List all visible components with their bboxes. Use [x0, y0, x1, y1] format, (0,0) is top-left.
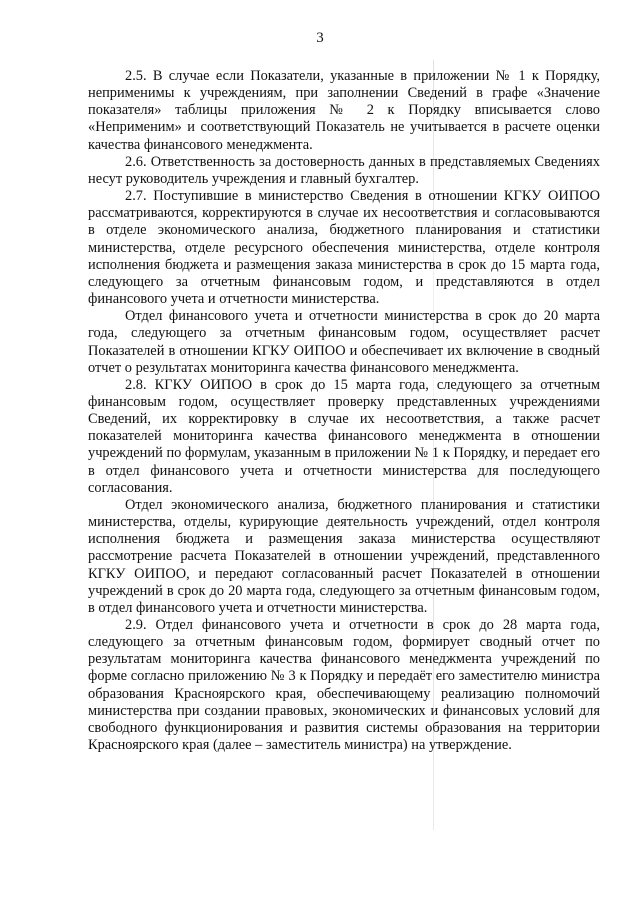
paragraph-2-5: 2.5. В случае если Показатели, указанные в приложении № 1 к Порядку, неприменимы к учреждениям, при заполнении Сведений в графе «Значение показателя» таблицы приложения № 2 к Порядку вписывается слово «Неприменим» и соответствующий Показатель не учитывается в расчете оценки качества финансового менеджмента.: [88, 68, 600, 153]
paragraph-2-7: 2.7. Поступившие в министерство Сведения в отношении КГКУ ОИПОО рассматриваются, корректируются в случае их несоответствия и согласовываются в отделе экономического анализа, бюджетного планирования и статистики министерства, отделе ресурсного обеспечения министерства, отделе контроля исполнения бюджета и размещения заказа министерства в срок до 15 марта года, следующего за отчетным финансовым годом, и представляются в отдел финансового учета и отчетности министерства.: [88, 188, 600, 308]
paragraph-2-9: 2.9. Отдел финансового учета и отчетности в срок до 28 марта года, следующего за отчетным финансовым годом, формирует сводный отчет по результатам мониторинга качества финансового менеджмента учреждений по форме согласно приложению № 3 к Порядку и передаёт его заместителю министра образования Красноярского края, обеспечивающему реализацию полномочий министерства при создании правовых, экономических и финансовых условий для свободного функционирования и развития системы образования на территории Красноярского края (далее – заместитель министра) на утверждение.: [88, 617, 600, 754]
paragraph-2-6: 2.6. Ответственность за достоверность данных в представляемых Сведениях несут руководитель учреждения и главный бухгалтер.: [88, 153, 600, 187]
page-number: 3: [316, 30, 324, 46]
paragraph-2-8-continued: Отдел экономического анализа, бюджетного планирования и статистики министерства, отделы, курирующие деятельность учреждений, отдел контроля исполнения бюджета и размещения заказа министерства осуществляют рассмотрение расчета Показателей в отношении учреждений, представленного КГКУ ОИПОО, и передают согласованный расчет Показателей в отношении учреждений в срок до 20 марта года, следующего за отчетным финансовым годом, в отдел финансового учета и отчетности министерства.: [88, 496, 600, 616]
paragraph-2-8: 2.8. КГКУ ОИПОО в срок до 15 марта года, следующего за отчетным финансовым годом, осуществляет проверку представленных учреждениями Сведений, их корректировку в случае их несоответствия, а также расчет показателей мониторинга качества финансового менеджмента в отношении учреждений по формулам, указанным в приложении № 1 к Порядку, и передает его в отдел финансового учета и отчетности министерства для последующего согласования.: [88, 376, 600, 496]
document-body: [88, 68, 600, 754]
paragraph-2-7-continued: Отдел финансового учета и отчетности министерства в срок до 20 марта года, следующего за отчетным финансовым годом, осуществляет расчет Показателей в отношении КГКУ ОИПОО и обеспечивает их включение в сводный отчет о результатах мониторинга качества финансового менеджмента.: [88, 308, 600, 376]
